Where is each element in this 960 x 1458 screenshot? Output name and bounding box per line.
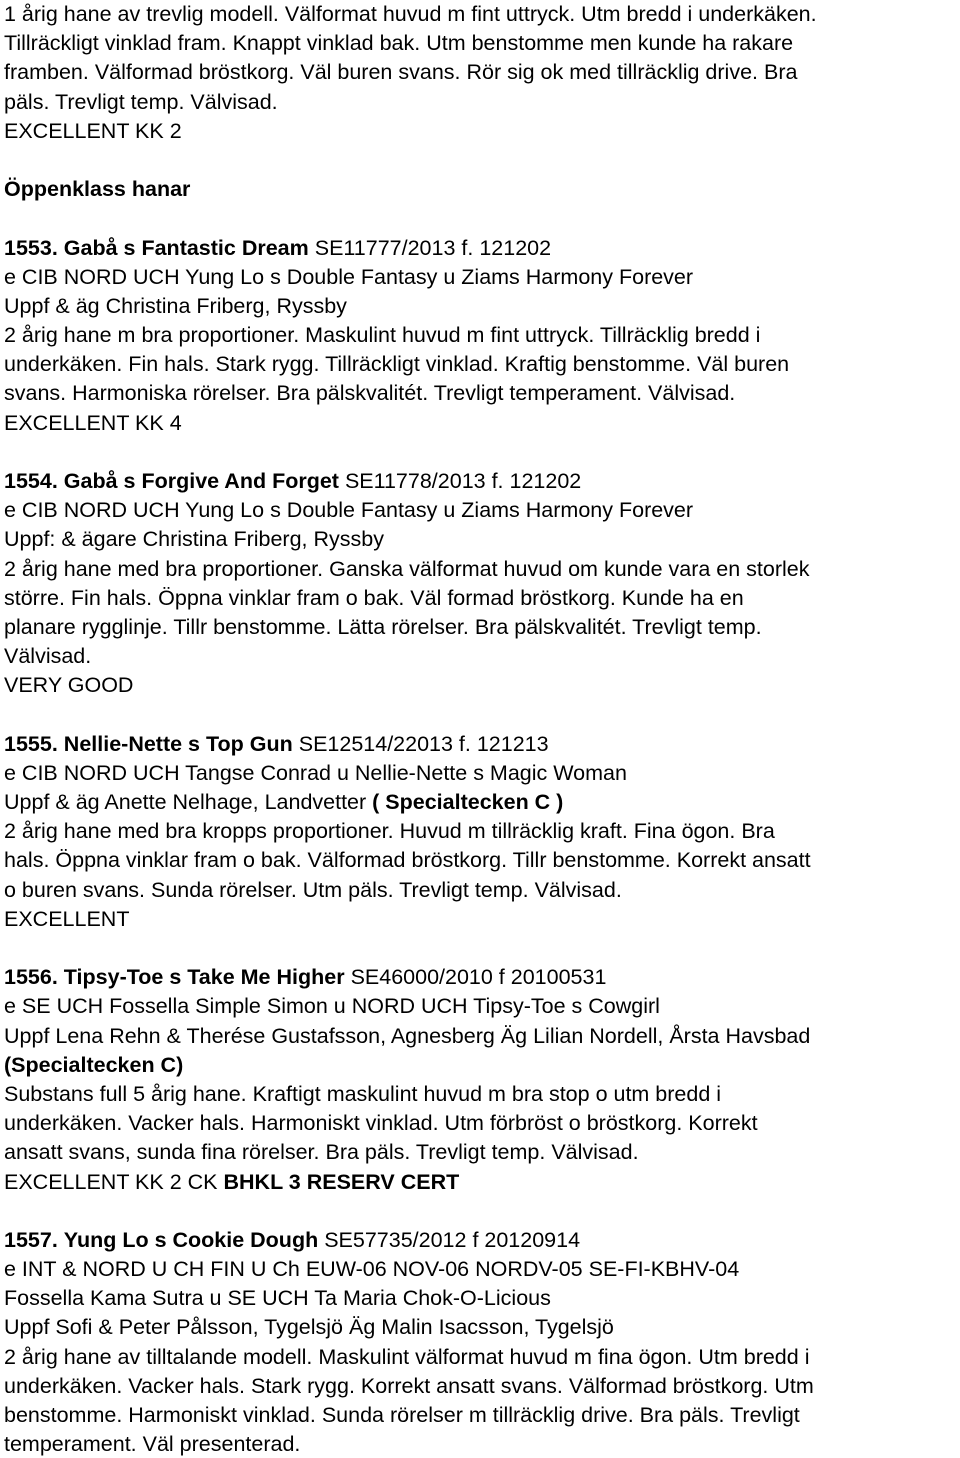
entry-header	[4, 234, 954, 263]
spacer	[4, 701, 954, 730]
registration: SE11777/2013 f. 121202	[314, 235, 552, 260]
critique-line: 2 årig hane av tilltalande modell. Maskulint välformat huvud m fina ögon. Utm bredd i	[4, 1344, 810, 1369]
parents-line: Fossella Kama Sutra u SE UCH Ta Maria Chok-O-Licious	[4, 1286, 551, 1311]
registration: SE46000/2010 f 20100531	[350, 965, 607, 990]
entry-list	[4, 234, 954, 1458]
owner-line	[4, 525, 954, 554]
special-mark: ( Specialtecken C )	[372, 790, 564, 815]
result-line	[4, 671, 954, 700]
result-text: EXCELLENT	[4, 906, 130, 931]
entry-1556	[4, 963, 954, 1226]
critique-line: Välvisad.	[4, 644, 92, 669]
entry-header	[4, 467, 954, 496]
critique-line: Substans full 5 årig hane. Kraftigt maskulint huvud m bra stop o utm bredd i	[4, 1081, 722, 1106]
spacer	[4, 204, 954, 233]
result-line	[4, 905, 954, 934]
registration: SE11778/2013 f. 121202	[344, 469, 582, 493]
entry-1553	[4, 234, 954, 468]
dog-name: Yung Lo s Cookie Dough	[63, 1227, 319, 1252]
critique-line: underkäken. Vacker hals. Stark rygg. Korrekt ansatt svans. Välformad bröstkorg. Utm	[4, 1373, 814, 1398]
parents-line: e CIB NORD UCH Tangse Conrad u Nellie-Nette s Magic Woman	[4, 760, 627, 785]
result-text: EXCELLENT KK 2 CK	[4, 1169, 224, 1194]
critique-line: underkäken. Vacker hals. Harmoniskt vinklad. Utm förbröst o bröstkorg. Korrekt	[4, 1111, 758, 1136]
critique-line: benstomme. Harmoniskt vinklad. Sunda rörelser m tillräcklig drive. Bra päls. Trevligt	[4, 1403, 800, 1427]
owner-text: Uppf Lena Rehn & Therése Gustafsson, Agnesberg Äg Lilian Nordell, Årsta Havsbad	[4, 1023, 811, 1048]
critique-line: svans. Harmoniska rörelser. Bra pälskvalitét. Trevligt temperament. Välvisad.	[4, 381, 736, 406]
entry-number: 1555.	[4, 731, 58, 756]
result-text: VERY GOOD	[4, 673, 134, 698]
entry-number: 1557.	[4, 1227, 58, 1252]
critique-line: 2 årig hane med bra proportioner. Ganska välformat huvud om kunde vara en storlek	[4, 556, 810, 581]
owner-line	[4, 788, 954, 817]
critique-line: ansatt svans, sunda fina rörelser. Bra päls. Trevligt temp. Välvisad.	[4, 1140, 639, 1165]
parents-line: e CIB NORD UCH Yung Lo s Double Fantasy u Ziams Harmony Forever	[4, 264, 694, 289]
award-text: BHKL 3 RESERV CERT	[223, 1169, 460, 1194]
critique-line: 2 årig hane med bra kropps proportioner. Huvud m tillräcklig kraft. Fina ögon. Bra	[4, 819, 775, 844]
entry-header	[4, 730, 954, 759]
result-line	[4, 409, 954, 438]
owner-line	[4, 1022, 954, 1051]
special-mark: (Specialtecken C)	[4, 1052, 184, 1077]
entry-number: 1556.	[4, 965, 58, 990]
critique-line: päls. Trevligt temp. Välvisad.	[4, 89, 278, 114]
critique-line: hals. Öppna vinklar fram o bak. Välformad bröstkorg. Tillr benstomme. Korrekt ansatt	[4, 848, 811, 873]
critique-line: framben. Välformad bröstkorg. Väl buren svans. Rör sig ok med tillräcklig drive. Bra	[4, 60, 798, 85]
entry-number: 1553.	[4, 235, 58, 260]
parents-line: e INT & NORD U CH FIN U Ch EUW-06 NOV-06 NORDV-05 SE-FI-KBHV-04	[4, 1257, 740, 1282]
critique-line: Tillräckligt vinklad fram. Knappt vinklad bak. Utm benstomme men kunde ha rakare	[4, 31, 794, 56]
entry-1554	[4, 467, 954, 730]
entry-number: 1554.	[4, 469, 58, 493]
entry-header	[4, 1226, 954, 1255]
critique-line: 2 årig hane m bra proportioner. Maskulint huvud m fint uttryck. Tillräcklig bredd i	[4, 323, 761, 348]
entry-1555	[4, 730, 954, 964]
critique-line: underkäken. Fin hals. Stark rygg. Tillräckligt vinklad. Kraftig benstomme. Väl buren	[4, 352, 790, 377]
parents-line: e CIB NORD UCH Yung Lo s Double Fantasy u Ziams Harmony Forever	[4, 498, 694, 523]
critique-line: 1 årig hane av trevlig modell. Välformat huvud m fint uttryck. Utm bredd i underkäken.	[4, 2, 817, 26]
entry-header	[4, 963, 954, 992]
owner-text: Uppf Sofi & Peter Pålsson, Tygelsjö Äg Malin Isacsson, Tygelsjö	[4, 1315, 614, 1340]
registration: SE57735/2012 f 20120914	[324, 1227, 581, 1252]
result-line	[4, 1168, 954, 1197]
spacer	[4, 934, 954, 963]
parents-line: e SE UCH Fossella Simple Simon u NORD UCH Tipsy-Toe s Cowgirl	[4, 994, 660, 1019]
entry-1557	[4, 1226, 954, 1458]
dog-name: Gabå s Fantastic Dream	[63, 235, 309, 260]
registration: SE12514/22013 f. 121213	[298, 731, 549, 756]
owner-line	[4, 1313, 954, 1342]
critique-line: planare rygglinje. Tillr benstomme. Lätta rörelser. Bra pälskvalitét. Trevligt temp.	[4, 614, 762, 639]
spacer	[4, 146, 954, 175]
critique-line: o buren svans. Sunda rörelser. Utm päls. Trevligt temp. Välvisad.	[4, 877, 622, 902]
critique-line: större. Fin hals. Öppna vinklar fram o bak. Väl formad bröstkorg. Kunde ha en	[4, 585, 744, 610]
critique-line: temperament. Väl presenterad.	[4, 1432, 301, 1457]
intro-critique	[4, 0, 954, 175]
owner-text: Uppf & äg Christina Friberg, Ryssby	[4, 293, 347, 318]
class-heading: Öppenklass hanar	[4, 177, 191, 202]
dog-name: Tipsy-Toe s Take Me Higher	[63, 965, 345, 990]
result-text: EXCELLENT KK 4	[4, 410, 182, 435]
owner-line	[4, 292, 954, 321]
spacer	[4, 1197, 954, 1226]
dog-name: Nellie-Nette s Top Gun	[63, 731, 293, 756]
owner-text: Uppf: & ägare Christina Friberg, Ryssby	[4, 527, 384, 552]
owner-text: Uppf & äg Anette Nelhage, Landvetter	[4, 790, 373, 815]
result-line: EXCELLENT KK 2	[4, 118, 182, 143]
dog-name: Gabå s Forgive And Forget	[63, 469, 339, 493]
spacer	[4, 438, 954, 467]
